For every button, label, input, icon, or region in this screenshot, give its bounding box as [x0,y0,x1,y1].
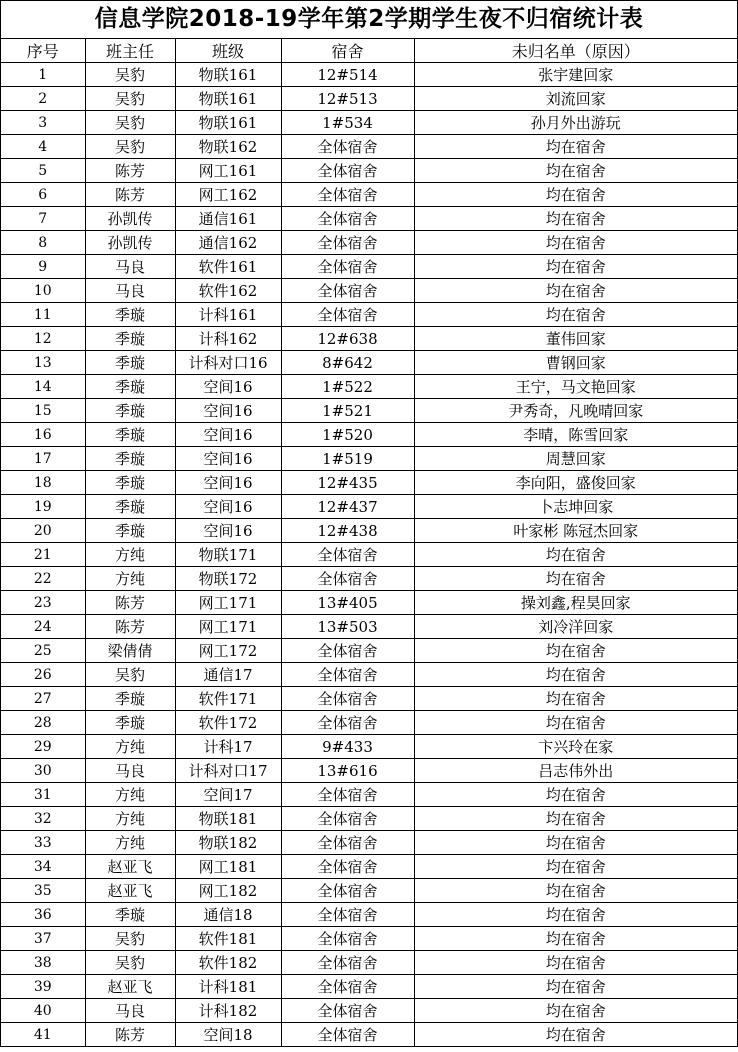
cell-index[interactable]: 9 [1,255,85,279]
cell-dorm[interactable]: 全体宿舍 [281,807,414,831]
table-row [1,927,737,951]
cell-dorm[interactable]: 全体宿舍 [281,855,414,879]
cell-dorm[interactable]: 全体宿舍 [281,711,414,735]
header-row [1,39,737,63]
cell-absent-list[interactable]: 均在宿舍 [414,951,737,975]
cell-dorm[interactable]: 全体宿舍 [281,903,414,927]
cell-index[interactable]: 34 [1,855,85,879]
cell-class[interactable]: 计科162 [175,327,281,351]
cell-teacher[interactable]: 方纯 [85,783,175,807]
cell-index[interactable]: 4 [1,135,85,159]
cell-teacher[interactable]: 陈芳 [85,183,175,207]
cell-dorm[interactable]: 13#616 [281,759,414,783]
cell-teacher[interactable]: 孙凯传 [85,207,175,231]
table-row [1,255,737,279]
cell-teacher[interactable]: 季璇 [85,351,175,375]
cell-teacher[interactable]: 吴豹 [85,111,175,135]
cell-index[interactable]: 12 [1,327,85,351]
table-row [1,231,737,255]
cell-class[interactable]: 网工162 [175,183,281,207]
cell-teacher[interactable]: 陈芳 [85,615,175,639]
table-row [1,663,737,687]
cell-dorm[interactable]: 全体宿舍 [281,159,414,183]
cell-absent-list[interactable]: 均在宿舍 [414,711,737,735]
table-row [1,687,737,711]
cell-absent-list[interactable]: 均在宿舍 [414,279,737,303]
cell-absent-list[interactable]: 吕志伟外出 [414,759,737,783]
cell-class[interactable]: 通信17 [175,663,281,687]
table-row [1,831,737,855]
cell-class[interactable]: 物联172 [175,567,281,591]
cell-dorm[interactable]: 9#433 [281,735,414,759]
cell-index[interactable]: 20 [1,519,85,543]
cell-index[interactable]: 33 [1,831,85,855]
cell-teacher[interactable]: 季璇 [85,495,175,519]
cell-dorm[interactable]: 1#521 [281,399,414,423]
cell-index[interactable]: 39 [1,975,85,999]
cell-absent-list[interactable]: 均在宿舍 [414,255,737,279]
table-row [1,447,737,471]
cell-teacher[interactable]: 季璇 [85,711,175,735]
cell-absent-list[interactable]: 均在宿舍 [414,783,737,807]
cell-class[interactable]: 通信162 [175,231,281,255]
cell-absent-list[interactable]: 均在宿舍 [414,639,737,663]
table-row [1,135,737,159]
table-row [1,375,737,399]
cell-class[interactable]: 网工172 [175,639,281,663]
cell-absent-list[interactable]: 李晴，陈雪回家 [414,423,737,447]
cell-teacher[interactable]: 吴豹 [85,87,175,111]
cell-teacher[interactable]: 季璇 [85,303,175,327]
cell-index[interactable]: 3 [1,111,85,135]
table-row [1,327,737,351]
cell-absent-list[interactable]: 刘流回家 [414,87,737,111]
cell-dorm[interactable]: 全体宿舍 [281,279,414,303]
cell-dorm[interactable]: 全体宿舍 [281,975,414,999]
cell-class[interactable]: 物联161 [175,111,281,135]
cell-class[interactable]: 计科182 [175,999,281,1023]
cell-absent-list[interactable]: 叶家彬 陈冠杰回家 [414,519,737,543]
cell-dorm[interactable]: 全体宿舍 [281,231,414,255]
cell-absent-list[interactable]: 李向阳，盛俊回家 [414,471,737,495]
cell-absent-list[interactable]: 张宇建回家 [414,63,737,87]
cell-index[interactable]: 35 [1,879,85,903]
table-row [1,543,737,567]
cell-dorm[interactable]: 全体宿舍 [281,663,414,687]
cell-class[interactable]: 计科对口17 [175,759,281,783]
cell-class[interactable]: 物联161 [175,63,281,87]
cell-teacher[interactable]: 马良 [85,279,175,303]
cell-index[interactable]: 6 [1,183,85,207]
cell-absent-list[interactable]: 均在宿舍 [414,687,737,711]
cell-index[interactable]: 25 [1,639,85,663]
sheet-title: 信息学院2018-19学年第2学期学生夜不归宿统计表 [1,1,737,39]
cell-class[interactable]: 空间17 [175,783,281,807]
cell-teacher[interactable]: 马良 [85,999,175,1023]
table-row [1,951,737,975]
cell-dorm[interactable]: 全体宿舍 [281,303,414,327]
cell-dorm[interactable]: 12#435 [281,471,414,495]
cell-absent-list[interactable]: 尹秀奇，凡晚晴回家 [414,399,737,423]
cell-absent-list[interactable]: 均在宿舍 [414,663,737,687]
cell-absent-list[interactable]: 均在宿舍 [414,879,737,903]
cell-teacher[interactable]: 季璇 [85,423,175,447]
cell-class[interactable]: 软件181 [175,927,281,951]
table-row [1,423,737,447]
cell-index[interactable]: 16 [1,423,85,447]
cell-index[interactable]: 8 [1,231,85,255]
table-row [1,567,737,591]
cell-index[interactable]: 22 [1,567,85,591]
cell-teacher[interactable]: 季璇 [85,471,175,495]
cell-class[interactable]: 软件162 [175,279,281,303]
table-row [1,63,737,87]
cell-index[interactable]: 5 [1,159,85,183]
column-header-index[interactable]: 序号 [1,39,85,63]
cell-absent-list[interactable]: 均在宿舍 [414,855,737,879]
cell-dorm[interactable]: 全体宿舍 [281,543,414,567]
cell-teacher[interactable]: 陈芳 [85,591,175,615]
cell-dorm[interactable]: 全体宿舍 [281,207,414,231]
cell-dorm[interactable]: 全体宿舍 [281,951,414,975]
table-row [1,855,737,879]
cell-absent-list[interactable]: 均在宿舍 [414,999,737,1023]
cell-absent-list[interactable]: 王宁，马文艳回家 [414,375,737,399]
cell-teacher[interactable]: 方纯 [85,831,175,855]
table-row [1,807,737,831]
cell-absent-list[interactable]: 均在宿舍 [414,807,737,831]
cell-class[interactable]: 软件182 [175,951,281,975]
cell-index[interactable]: 13 [1,351,85,375]
cell-teacher[interactable]: 孙凯传 [85,231,175,255]
cell-index[interactable]: 2 [1,87,85,111]
cell-absent-list[interactable]: 均在宿舍 [414,135,737,159]
cell-index[interactable]: 10 [1,279,85,303]
cell-teacher[interactable]: 马良 [85,759,175,783]
cell-dorm[interactable]: 8#642 [281,351,414,375]
cell-teacher[interactable]: 季璇 [85,375,175,399]
table-body [1,63,737,1047]
cell-index[interactable]: 1 [1,63,85,87]
cell-index[interactable]: 21 [1,543,85,567]
table-row [1,999,737,1023]
cell-index[interactable]: 15 [1,399,85,423]
table-row [1,975,737,999]
cell-class[interactable]: 计科181 [175,975,281,999]
cell-index[interactable]: 40 [1,999,85,1023]
table-row [1,87,737,111]
cell-index[interactable]: 11 [1,303,85,327]
cell-absent-list[interactable]: 刘冷洋回家 [414,615,737,639]
cell-class[interactable]: 网工171 [175,591,281,615]
column-header-dorm[interactable]: 宿舍 [281,39,414,63]
cell-teacher[interactable]: 方纯 [85,567,175,591]
cell-class[interactable]: 空间16 [175,519,281,543]
cell-index[interactable]: 18 [1,471,85,495]
cell-absent-list[interactable]: 均在宿舍 [414,159,737,183]
table-row [1,183,737,207]
cell-absent-list[interactable]: 卜志坤回家 [414,495,737,519]
cell-teacher[interactable]: 季璇 [85,399,175,423]
cell-index[interactable]: 36 [1,903,85,927]
cell-dorm[interactable]: 12#514 [281,63,414,87]
cell-teacher[interactable]: 吴豹 [85,951,175,975]
cell-class[interactable]: 物联181 [175,807,281,831]
cell-dorm[interactable]: 12#438 [281,519,414,543]
cell-class[interactable]: 通信18 [175,903,281,927]
cell-dorm[interactable]: 全体宿舍 [281,783,414,807]
cell-dorm[interactable]: 全体宿舍 [281,927,414,951]
table-row [1,903,737,927]
cell-teacher[interactable]: 赵亚飞 [85,855,175,879]
cell-teacher[interactable]: 吴豹 [85,63,175,87]
cell-index[interactable]: 7 [1,207,85,231]
cell-dorm[interactable]: 全体宿舍 [281,183,414,207]
table-row [1,399,737,423]
table-row [1,159,737,183]
column-header-class[interactable]: 班级 [175,39,281,63]
table-row [1,111,737,135]
cell-class[interactable]: 物联171 [175,543,281,567]
cell-teacher[interactable]: 赵亚飞 [85,879,175,903]
cell-dorm[interactable]: 1#522 [281,375,414,399]
cell-teacher[interactable]: 季璇 [85,327,175,351]
cell-class[interactable]: 软件161 [175,255,281,279]
cell-absent-list[interactable]: 均在宿舍 [414,927,737,951]
cell-dorm[interactable]: 12#513 [281,87,414,111]
cell-class[interactable]: 计科17 [175,735,281,759]
cell-class[interactable]: 空间16 [175,375,281,399]
cell-teacher[interactable]: 吴豹 [85,663,175,687]
table-row [1,1023,737,1047]
cell-absent-list[interactable]: 操刘鑫,程昊回家 [414,591,737,615]
table-row [1,591,737,615]
cell-teacher[interactable]: 季璇 [85,903,175,927]
cell-index[interactable]: 24 [1,615,85,639]
table-row [1,303,737,327]
cell-absent-list[interactable]: 均在宿舍 [545,1026,606,1044]
cell-teacher[interactable]: 季璇 [85,687,175,711]
cell-class[interactable]: 计科161 [175,303,281,327]
cell-index[interactable]: 28 [1,711,85,735]
cell-index[interactable]: 17 [1,447,85,471]
cell-dorm[interactable]: 全体宿舍 [281,567,414,591]
cell-teacher[interactable]: 陈芳 [85,1023,175,1047]
cell-absent-list[interactable]: 均在宿舍 [414,543,737,567]
cell-absent-list[interactable]: 孙月外出游玩 [414,111,737,135]
cell-class[interactable]: 空间16 [175,471,281,495]
cell-absent-list[interactable]: 均在宿舍 [414,207,737,231]
cell-teacher[interactable]: 方纯 [85,735,175,759]
cell-dorm[interactable]: 全体宿舍 [281,255,414,279]
cell-dorm[interactable]: 12#638 [281,327,414,351]
cell-teacher[interactable]: 吴豹 [85,135,175,159]
table-row [1,639,737,663]
cell-dorm[interactable]: 全体宿舍 [281,831,414,855]
cell-index[interactable]: 26 [1,663,85,687]
cell-index[interactable]: 30 [1,759,85,783]
table-row [1,879,737,903]
cell-class[interactable]: 软件172 [175,711,281,735]
column-header-teacher[interactable]: 班主任 [85,39,175,63]
cell-dorm[interactable]: 全体宿舍 [281,879,414,903]
table-row [1,495,737,519]
cell-index[interactable]: 38 [1,951,85,975]
cell-teacher[interactable]: 吴豹 [85,927,175,951]
statistics-table [1,39,737,1046]
cell-teacher[interactable]: 陈芳 [85,159,175,183]
cell-teacher[interactable]: 马良 [85,255,175,279]
cell-index[interactable]: 41 [1,1023,85,1047]
cell-class[interactable]: 网工161 [175,159,281,183]
table-row [1,759,737,783]
cell-class[interactable]: 空间16 [175,447,281,471]
cell-class[interactable]: 物联182 [175,831,281,855]
cell-absent-list[interactable]: 均在宿舍 [414,831,737,855]
cell-absent-list[interactable]: 均在宿舍 [414,231,737,255]
cell-teacher[interactable]: 季璇 [85,519,175,543]
cell-index[interactable]: 19 [1,495,85,519]
cell-dorm[interactable]: 13#503 [281,615,414,639]
table-row [1,279,737,303]
cell-class[interactable]: 空间16 [175,423,281,447]
cell-dorm[interactable]: 全体宿舍 [281,999,414,1023]
cell-dorm[interactable]: 全体宿舍 [281,135,414,159]
cell-dorm[interactable]: 全体宿舍 [281,1023,414,1047]
table-row [1,519,737,543]
cell-teacher[interactable]: 季璇 [85,447,175,471]
cell-teacher[interactable]: 梁倩倩 [85,639,175,663]
cell-class[interactable]: 通信161 [175,207,281,231]
cell-absent-list[interactable]: 均在宿舍 [414,975,737,999]
cell-absent-list[interactable]: 曹钢回家 [414,351,737,375]
cell-class[interactable]: 物联161 [175,87,281,111]
cell-index[interactable]: 27 [1,687,85,711]
cell-index[interactable]: 14 [1,375,85,399]
cell-dorm[interactable]: 全体宿舍 [281,687,414,711]
cell-class[interactable]: 软件171 [175,687,281,711]
table-row [1,735,737,759]
cell-absent-list[interactable]: 均在宿舍 [414,183,737,207]
cell-index[interactable]: 29 [1,735,85,759]
cell-dorm[interactable]: 12#437 [281,495,414,519]
cell-class[interactable]: 计科对口16 [175,351,281,375]
cell-class[interactable]: 网工171 [175,615,281,639]
table-row [1,783,737,807]
table-row [1,351,737,375]
cell-dorm[interactable]: 1#520 [281,423,414,447]
cell-dorm[interactable]: 13#405 [281,591,414,615]
cell-class[interactable]: 空间16 [175,399,281,423]
cell-class[interactable]: 空间16 [175,495,281,519]
cell-absent-list[interactable]: 均在宿舍 [414,303,737,327]
cell-index[interactable]: 23 [1,591,85,615]
table-row [1,207,737,231]
table-row [1,711,737,735]
cell-teacher[interactable]: 方纯 [85,543,175,567]
cell-index[interactable]: 37 [1,927,85,951]
cell-class[interactable]: 物联162 [175,135,281,159]
cell-dorm[interactable]: 1#519 [281,447,414,471]
cell-index[interactable]: 31 [1,783,85,807]
cell-absent-list[interactable]: 董伟回家 [414,327,737,351]
cell-class[interactable]: 网工182 [175,879,281,903]
cell-absent-list[interactable]: 卞兴玲在家 [414,735,737,759]
cell-class[interactable]: 空间18 [175,1023,281,1047]
cell-class[interactable]: 网工181 [175,855,281,879]
cell-absent-list[interactable]: 均在宿舍 [414,903,737,927]
cell-dorm[interactable]: 全体宿舍 [281,639,414,663]
column-header-absent-list[interactable]: 未归名单（原因） [414,39,737,63]
table-row [1,471,737,495]
cell-absent-list[interactable]: 均在宿舍 [414,567,737,591]
cell-index[interactable]: 32 [1,807,85,831]
cell-absent-list[interactable]: 周慧回家 [414,447,737,471]
cell-teacher[interactable]: 方纯 [85,807,175,831]
table-row [1,615,737,639]
cell-dorm[interactable]: 1#534 [281,111,414,135]
cell-teacher[interactable]: 赵亚飞 [85,975,175,999]
